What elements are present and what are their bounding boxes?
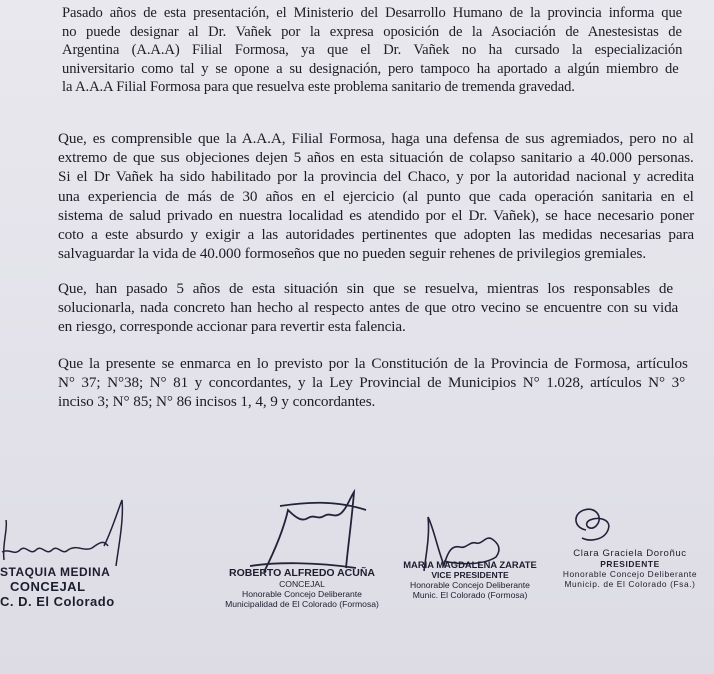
signature-scribble-acuna <box>236 488 386 578</box>
text-line: Argentina (A.A.A) Filial Formosa, ya que el Dr. Vañek no ha cursado la especialización <box>62 42 683 59</box>
signature-scribble-medina <box>0 490 140 570</box>
signer-name: Clara Graciela Doroñuc <box>573 548 687 559</box>
signature-block-medina <box>0 565 140 609</box>
signature-block-doronuc <box>546 548 714 589</box>
text-line: inciso 3; N° 85; N° 86 incisos 1, 4, 9 y concordantes. <box>58 393 376 411</box>
signer-body: Honorable Concejo Deliberante <box>242 589 362 599</box>
paragraph-five-years <box>58 279 678 337</box>
signer-role: CONCEJAL <box>10 579 86 594</box>
signer-role: VICE PRESIDENTE <box>431 570 509 580</box>
signer-place: Municipalidad de El Colorado (Formosa) <box>225 599 379 609</box>
text-line: Que, es comprensible que la A.A.A, Filial Formosa, haga una defensa de sus agremiados, pero no al <box>58 130 694 147</box>
text-line: una experiencia de más de 30 años en el ejercicio (al punto que cada operación sanitaria en el <box>58 187 694 205</box>
signer-name: STAQUIA MEDINA <box>0 565 111 579</box>
text-line: Pasado años de esta presentación, el Ministerio del Desarrollo Humano de la provincia informa que <box>62 5 683 21</box>
signer-role: CONCEJAL <box>279 579 325 589</box>
paragraph-aaa-defense <box>58 129 694 263</box>
text-line: Que, han pasado 5 años de esta situación sin que se resuelva, mientras los responsables de <box>58 280 673 297</box>
text-line: en riesgo, corresponde accionar para revertir esta falencia. <box>58 318 406 336</box>
signer-body: C. D. El Colorado <box>0 594 115 609</box>
text-line: extremo de que sus objeciones dejen 5 años en esta situación de colapso sanitario a 40.000 personas. <box>58 149 694 167</box>
text-line: coto a este absurdo y exigir a las autoridades pertinentes que adopten las medidas necesarias para <box>58 226 695 244</box>
signer-place: Munic. El Colorado (Formosa) <box>412 590 528 600</box>
signature-block-zarate <box>400 559 540 600</box>
text-line: Si el Dr Vañek ha sido habilitado por la provincia del Chaco, y por la autoridad nacional y acredita <box>58 168 694 186</box>
signer-body: Honorable Concejo Deliberante <box>562 569 698 579</box>
text-line: solucionarla, nada concreto han hecho al respecto antes de que otro vecino se encuentre con su vida <box>58 299 679 317</box>
text-line: sistema de salud privado en nuestra localidad es atendido por el Dr. Vañek), se hace necesario poner <box>58 206 695 224</box>
text-line: no puede designar al Dr. Vañek por la expresa oposición de la Asociación de Anestesistas de <box>62 23 682 40</box>
text-line: la A.A.A Filial Formosa para que resuelva este problema sanitario de tremenda gravedad. <box>62 79 575 96</box>
text-line: Que la presente se enmarca en lo previsto por la Constitución de la Provincia de Formosa, artículos <box>58 355 688 372</box>
text-line: N° 37; N°38; N° 81 y concordantes, y la Ley Provincial de Municipios N° 1.028, artículos N° 3° <box>58 374 686 392</box>
signer-name: ROBERTO ALFREDO ACUÑA <box>228 567 376 579</box>
paragraph-legal-basis <box>58 354 688 412</box>
text-line: salvaguardar la vida de 40.000 formoseños que no pueden seguir rehenes de privilegios gremiales. <box>58 245 647 263</box>
paragraph-ministry-report <box>62 4 682 97</box>
text-line: universitario como tal y se opone a su designación, pero tampoco ha aportado a algún miembro de <box>62 60 679 77</box>
signer-body: Honorable Concejo Deliberante <box>410 580 530 590</box>
signer-name: MARIA MAGDALENA ZARATE <box>403 559 537 570</box>
signature-scribble-doronuc <box>560 500 650 550</box>
signer-place: Municip. de El Colorado (Fsa.) <box>564 579 696 589</box>
signature-block-acuna <box>222 567 382 609</box>
signer-role: PRESIDENTE <box>600 559 660 569</box>
